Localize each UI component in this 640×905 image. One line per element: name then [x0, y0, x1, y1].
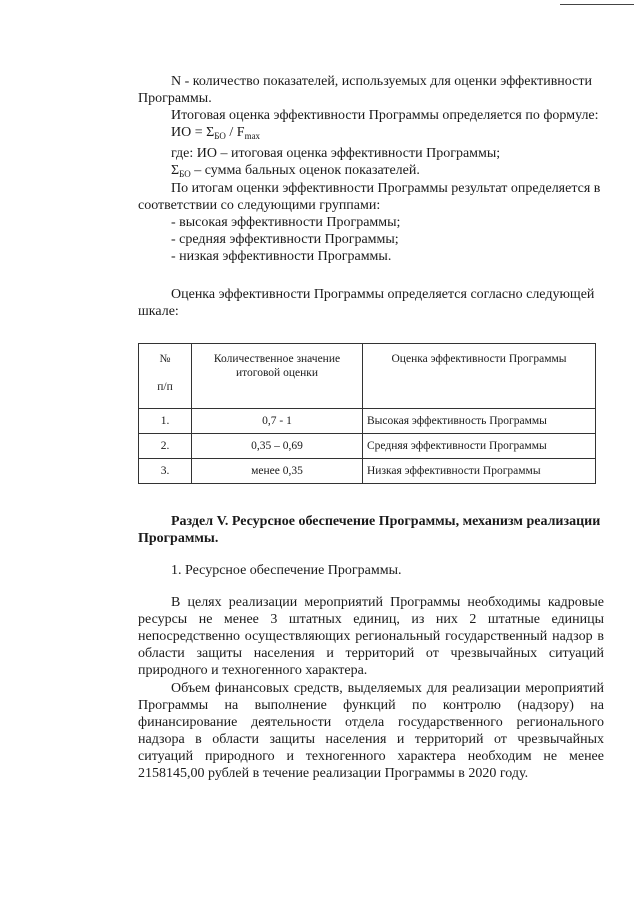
- header-rule: [560, 4, 634, 5]
- section-title: Раздел V. Ресурсное обеспечение Программы, механизм реализации Программы.: [138, 514, 601, 546]
- table-row: 1. 0,7 - 1 Высокая эффективность Программы: [139, 409, 596, 434]
- efficiency-scale-table: [138, 343, 596, 484]
- paragraph-financial-resources: Объем финансовых средств, выделяемых для реализации мероприятий Программы на выполнение функций по контролю (надзору) на финансирование деятельности отдела государственного регионального надзора в области защиты населения и территорий от чрезвычайных ситуаций природного и техногенного характера необходим не менее 2158145,00 рублей в течение реализации Программы в 2020 году.: [138, 681, 604, 781]
- header-rating: Оценка эффективности Программы: [363, 344, 596, 409]
- paragraph-indicators: N - количество показателей, используемых для оценки эффективности Программы.: [138, 74, 592, 106]
- header-number: № п/п: [139, 344, 192, 409]
- table-row: 2. 0,35 – 0,69 Средняя эффективности Программы: [139, 434, 596, 459]
- paragraph-final-score: Итоговая оценка эффективности Программы определяется по формуле:: [171, 108, 599, 123]
- group-item: - средняя эффективности Программы;: [171, 232, 399, 247]
- formula-where-line: где: ИО – итоговая оценка эффективности Программы;: [171, 146, 501, 161]
- header-value: Количественное значение итоговой оценки: [192, 344, 363, 409]
- group-item: - низкая эффективности Программы.: [171, 249, 392, 264]
- paragraph-staff-resources: В целях реализации мероприятий Программы необходимы кадровые ресурсы не менее 3 штатных единиц, из них 2 штатные единицы непосредственно осуществляющих региональный государственный надзор в области защиты населения и территорий от чрезвычайных ситуаций природного и техногенного характера.: [138, 595, 604, 678]
- paragraph-groups: По итогам оценки эффективности Программы результат определяется в соответствии со следующими группами:: [138, 181, 601, 213]
- formula: ИО = $\Sigma_{БО} / F_{max}$: [171, 125, 261, 141]
- table-header-row: [139, 344, 596, 409]
- table-row: 3. менее 0,35 Низкая эффективности Программы: [139, 459, 596, 484]
- group-item: - высокая эффективности Программы;: [171, 215, 401, 230]
- subsection-title: 1. Ресурсное обеспечение Программы.: [171, 563, 402, 578]
- formula-sum-line: $\Sigma_{БО}$ – сумма бальных оценок показателей.: [171, 163, 420, 179]
- paragraph-scale: Оценка эффективности Программы определяется согласно следующей шкале:: [138, 287, 595, 319]
